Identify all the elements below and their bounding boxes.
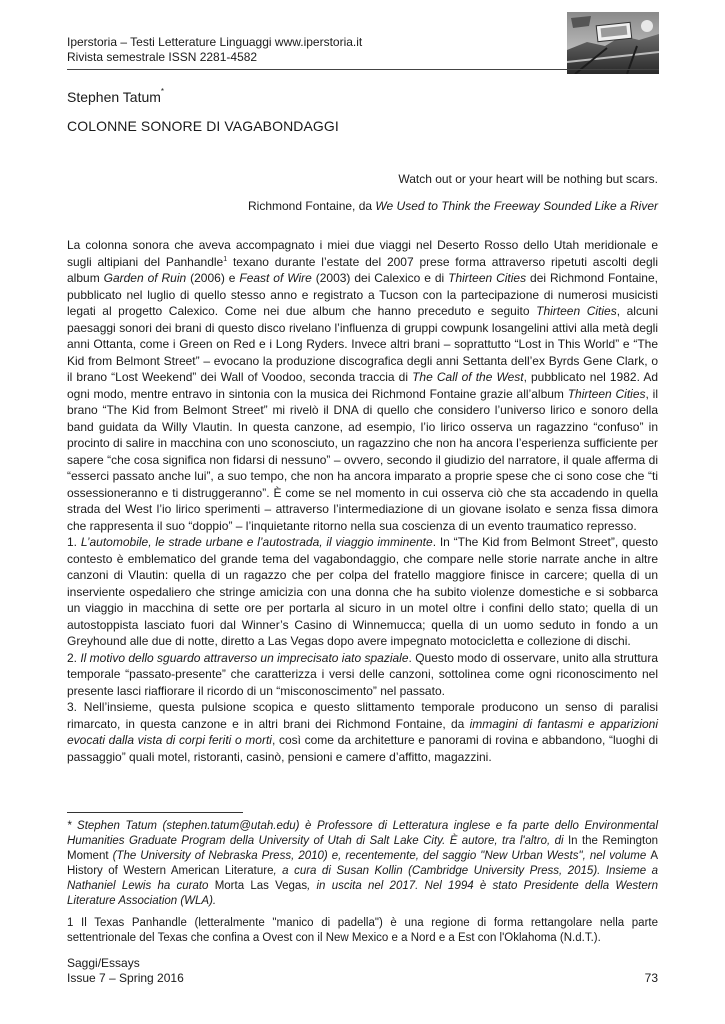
header-divider [67, 69, 659, 70]
journal-logo-image [567, 12, 659, 74]
journal-issn: Rivista semestrale ISSN 2281-4582 [67, 50, 258, 64]
text-span: , pubblicato nel 1982. Ad ogni modo, mentre entravo in sintonia con la musica dei Richmond Fontaine grazie all’album [67, 370, 659, 401]
album-title: Feast of Wire [239, 271, 312, 285]
epigraph-source [248, 199, 658, 213]
book-title: Morta Las Vegas [214, 880, 308, 892]
text-span: , così come da architetture e panorami di rovina e abbandono, “luoghi di passaggio” quali motel, ristoranti, casinò, pensioni e camere d’affitto, magazzini. [67, 733, 658, 764]
article-body [67, 237, 658, 765]
article-author [67, 89, 164, 105]
album-title: The Call of the West [412, 370, 524, 384]
paragraph-1 [67, 237, 658, 534]
text-span: , alcuni paesaggi sonori dei brani di questo disco rivelano l’influenza di gruppi cowpunk losangelini attivi alla metà degli anni Ottanta, come i Green on Red e i Long Ryders. Invece altri brani – soprattutto “Lost in This World” e “The Kid from Belmont Street” – evocano la produzione discografica degli anni Settanta dell’ex Byrds Gene Clark, o il brano “Lost Weekend” dei Wall of Voodoo, seconda traccia di [67, 304, 658, 384]
journal-title: Iperstoria – Testi Letterature Linguaggi www.iperstoria.it [67, 35, 363, 49]
list-number: 1. [67, 535, 81, 549]
album-title: Thirteen Cities [567, 386, 646, 401]
footnote-author [67, 819, 658, 909]
emphasis-text: immagini di fantasmi e apparizioni evocati dalla vista di corpi feriti o morti [67, 716, 659, 747]
page-footer [67, 956, 184, 986]
epigraph-quote: Watch out or your heart will be nothing but scars. [398, 172, 658, 186]
emphasis-text: Il motivo dello sguardo attraverso un imprecisato iato spaziale [80, 650, 409, 665]
album-title: Thirteen Cities [536, 304, 617, 318]
text-span: (2003) dei Calexico e di [311, 271, 449, 285]
footer-section: Saggi/Essays [67, 956, 140, 970]
paragraph-3 [67, 650, 658, 700]
author-footnote-mark: * [160, 87, 165, 96]
text-span: , a cura di Susan Kollin (Cambridge University Press, 2015). Insieme a Nathaniel Lewis ha curato [67, 865, 658, 892]
footnote-ref-1[interactable]: 1 [223, 255, 228, 263]
book-title: In the Remington Moment [67, 835, 658, 862]
footer-issue: Issue 7 – Spring 2016 [67, 971, 184, 985]
text-span: (The University of Nebraska Press, 2010) e, recentemente, del saggio "New Urban Wests", nel volume [108, 850, 651, 862]
epigraph-source-prefix: Richmond Fontaine, da [248, 199, 376, 213]
paragraph-4 [67, 699, 658, 765]
journal-header [67, 35, 362, 65]
book-title: A History of Western American Literature [67, 850, 658, 877]
album-title: Garden of Ruin [103, 271, 187, 285]
emphasis-text: L’automobile, le strade urbane e l’autostrada, il viaggio imminente [80, 535, 433, 549]
footnote-divider [67, 812, 243, 813]
text-span: , in uscita nel 2017. Nel 1994 è stato Presidente della Western Literature Association (WLA). [67, 880, 659, 907]
text-span: texano durante l’estate del 2007 prese forma attraverso ripetuti ascolti degli album [67, 254, 658, 285]
text-span: La colonna sonora che aveva accompagnato i miei due viaggi nel Deserto Rosso dello Utah meridionale e sugli altipiani del Panhandle [67, 238, 658, 269]
epigraph-source-title: We Used to Think the Freeway Sounded Like a River [375, 199, 658, 213]
text-span: . Questo modo di osservare, unito alla struttura temporale “passato-presente” che caratterizza i versi delle canzoni, sottolinea come ogni riconoscimento nel presente lasci riaffiorare il ricordo di un “misconoscimento” nel passato. [67, 650, 658, 698]
page-number: 73 [644, 971, 658, 985]
article-title: COLONNE SONORE DI VAGABONDAGGI [67, 118, 339, 134]
author-name: Stephen Tatum [67, 89, 161, 105]
text-span: (2006) e [186, 271, 240, 285]
text-span: , il brano “The Kid from Belmont Street” mi rivelò il DNA di quello che considero l’universo lirico e sonoro della band guidata da Willy Vlautin. In questa canzone, ad esempio, l’io lirico osserva un ragazzino “confuso” in procinto di salire in macchina con uno sconosciuto, un ragazzino che non ha ancora l’esperienza sufficiente per sapere “che cosa significa non fidarsi di nessuno” – ovvero, secondo il giudizio del narratore, il quale afferma di “esserci passato anche lui”, a suo tempo, che non ha ancora imparato a proprie spese che ci sono cose che “ti ossessioneranno e ti distruggeranno”. È come se nel momento in cui osserva ciò che sta accadendo in quella strada del West l’io lirico sperimenti – attraverso l’intermediazione di un giovane isolato e senza fissa dimora che rappresenta il suo “doppio” – l’inquietante ritorno nella sua coscienza di un evento traumatico represso. [67, 386, 658, 533]
footnote-1: 1 Il Texas Panhandle (letteralmente "manico di padella") è una regione di forma rettangolare nella parte settentrionale del Texas che confina a Ovest con il New Mexico e a Nord e a Est con l'Oklahoma (N.d.T.). [67, 917, 658, 944]
journal-logo-graphic [567, 12, 659, 74]
album-title: Thirteen Cities [448, 271, 527, 285]
text-span: 3. Nell’insieme, questa pulsione scopica e questo slittamento temporale producono un senso di paralisi rimarcato, in questa canzone e in altri brani dei Richmond Fontaine, da [67, 700, 658, 731]
footnotes [67, 819, 658, 946]
paragraph-2 [67, 534, 658, 650]
list-number: 2. [67, 650, 81, 665]
text-span: . In “The Kid from Belmont Street”, questo contesto è emblematico del grande tema del vagabondaggio, che compare nelle storie narrate anche in altre canzoni di Vlautin: quella di un ragazzo che per colpa del fratello maggiore finisce in carcere; quella di un inserviente ospedaliero che stringe amicizia con una donna che ha subito violenze domestiche e si sobbarca un viaggio in macchina di sette ore per portarla al sicuro in un motel oltre i confini dello stato; quella di un autostoppista lasciato fuori dal Winner’s Casino di Winnemucca; quella di un uomo seduto in fondo a un Greyhound alle due di notte, diretto a Las Vegas dopo avere impegnato motocicletta e collezione di dischi. [67, 535, 659, 648]
text-span: dei Richmond Fontaine, pubblicato nel luglio di quello stesso anno e registrato a Tucson con la partecipazione di numerosi musicisti legati al progetto Calexico. Come nei due album che hanno preceduto e seguito [67, 271, 658, 318]
text-span: * Stephen Tatum (stephen.tatum@utah.edu) è Professore di Letteratura inglese e fa parte dello Environmental Humanities Graduate Program della University of Utah di Salt Lake City. È autore, tra l'altro, di [67, 820, 658, 847]
